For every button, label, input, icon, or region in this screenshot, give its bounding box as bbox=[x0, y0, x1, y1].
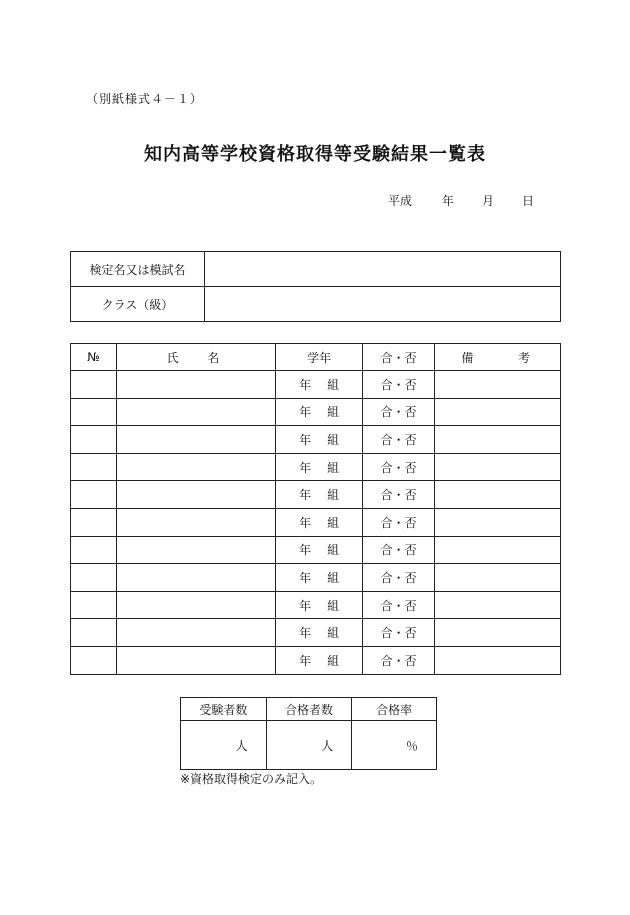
summary-examinees-unit: 人 bbox=[235, 738, 248, 753]
grade-class-label: 組 bbox=[327, 488, 340, 503]
row-remarks-cell[interactable] bbox=[435, 398, 561, 426]
row-result-cell[interactable] bbox=[362, 508, 435, 536]
row-remarks-cell[interactable] bbox=[435, 481, 561, 509]
row-name-cell[interactable] bbox=[116, 398, 276, 426]
table-row bbox=[71, 591, 561, 619]
row-grade-cell[interactable] bbox=[276, 536, 363, 564]
grade-year-label: 年 bbox=[299, 626, 312, 641]
row-result-cell[interactable] bbox=[362, 453, 435, 481]
row-no-cell[interactable] bbox=[71, 398, 117, 426]
grade-year-label: 年 bbox=[299, 488, 312, 503]
date-day: 日 bbox=[522, 194, 535, 208]
row-no-cell[interactable] bbox=[71, 536, 117, 564]
table-row bbox=[71, 426, 561, 454]
row-result-cell[interactable] bbox=[362, 398, 435, 426]
date-line bbox=[388, 192, 534, 209]
row-grade-cell[interactable] bbox=[276, 371, 363, 399]
summary-pass-rate-unit: ％ bbox=[405, 738, 418, 753]
grade-year-label: 年 bbox=[299, 515, 312, 530]
grade-year-label: 年 bbox=[299, 432, 312, 447]
grade-class-label: 組 bbox=[327, 570, 340, 585]
row-name-cell[interactable] bbox=[116, 646, 276, 674]
grade-year-label: 年 bbox=[299, 543, 312, 558]
header-name-part2: 名 bbox=[207, 350, 220, 365]
row-grade-cell[interactable] bbox=[276, 619, 363, 647]
row-remarks-cell[interactable] bbox=[435, 371, 561, 399]
header-grade: 学年 bbox=[276, 344, 363, 371]
row-result-cell[interactable] bbox=[362, 371, 435, 399]
row-remarks-cell[interactable] bbox=[435, 564, 561, 592]
row-name-cell[interactable] bbox=[116, 371, 276, 399]
row-remarks-cell[interactable] bbox=[435, 426, 561, 454]
row-name-cell[interactable] bbox=[116, 508, 276, 536]
footnote: ※資格取得検定のみ記入。 bbox=[180, 772, 323, 786]
summary-header-passers: 合格者数 bbox=[266, 698, 352, 721]
result-label: 合・否 bbox=[380, 626, 417, 641]
row-remarks-cell[interactable] bbox=[435, 591, 561, 619]
grade-year-label: 年 bbox=[299, 377, 312, 392]
table-row bbox=[71, 619, 561, 647]
row-result-cell[interactable] bbox=[362, 481, 435, 509]
exam-info-table bbox=[70, 251, 561, 322]
table-row bbox=[71, 398, 561, 426]
exam-name-label: 検定名又は模試名 bbox=[71, 252, 205, 287]
table-row bbox=[71, 453, 561, 481]
row-no-cell[interactable] bbox=[71, 453, 117, 481]
results-table bbox=[70, 343, 561, 675]
row-result-cell[interactable] bbox=[362, 426, 435, 454]
row-grade-cell[interactable] bbox=[276, 508, 363, 536]
result-label: 合・否 bbox=[380, 488, 417, 503]
row-remarks-cell[interactable] bbox=[435, 508, 561, 536]
result-label: 合・否 bbox=[380, 432, 417, 447]
result-label: 合・否 bbox=[380, 653, 417, 668]
exam-name-field[interactable] bbox=[205, 252, 561, 287]
grade-year-label: 年 bbox=[299, 460, 312, 475]
summary-pass-rate-cell[interactable] bbox=[352, 721, 437, 770]
row-name-cell[interactable] bbox=[116, 591, 276, 619]
result-label: 合・否 bbox=[380, 515, 417, 530]
row-remarks-cell[interactable] bbox=[435, 646, 561, 674]
row-no-cell[interactable] bbox=[71, 481, 117, 509]
row-name-cell[interactable] bbox=[116, 619, 276, 647]
row-no-cell[interactable] bbox=[71, 646, 117, 674]
grade-year-label: 年 bbox=[299, 570, 312, 585]
table-row bbox=[71, 508, 561, 536]
row-result-cell[interactable] bbox=[362, 619, 435, 647]
summary-header-row bbox=[181, 698, 437, 721]
row-no-cell[interactable] bbox=[71, 371, 117, 399]
result-label: 合・否 bbox=[380, 377, 417, 392]
results-header-row bbox=[71, 344, 561, 371]
row-result-cell[interactable] bbox=[362, 591, 435, 619]
results-body bbox=[71, 371, 561, 675]
result-label: 合・否 bbox=[380, 598, 417, 613]
grade-class-label: 組 bbox=[327, 405, 340, 420]
row-grade-cell[interactable] bbox=[276, 591, 363, 619]
result-label: 合・否 bbox=[380, 543, 417, 558]
date-month: 月 bbox=[482, 194, 495, 208]
row-no-cell[interactable] bbox=[71, 591, 117, 619]
summary-value-row bbox=[181, 721, 437, 770]
table-row bbox=[71, 646, 561, 674]
grade-class-label: 組 bbox=[327, 543, 340, 558]
result-label: 合・否 bbox=[380, 405, 417, 420]
summary-header-examinees: 受験者数 bbox=[181, 698, 267, 721]
grade-year-label: 年 bbox=[299, 653, 312, 668]
date-era: 平成 bbox=[388, 194, 413, 208]
row-name-cell[interactable] bbox=[116, 536, 276, 564]
header-no: № bbox=[71, 344, 117, 371]
row-remarks-cell[interactable] bbox=[435, 453, 561, 481]
date-year: 年 bbox=[442, 194, 455, 208]
summary-passers-cell[interactable] bbox=[266, 721, 352, 770]
summary-header-pass-rate: 合格率 bbox=[352, 698, 437, 721]
grade-year-label: 年 bbox=[299, 405, 312, 420]
row-grade-cell[interactable] bbox=[276, 646, 363, 674]
exam-name-row bbox=[71, 252, 561, 287]
row-grade-cell[interactable] bbox=[276, 453, 363, 481]
grade-class-label: 組 bbox=[327, 377, 340, 392]
row-no-cell[interactable] bbox=[71, 426, 117, 454]
row-name-cell[interactable] bbox=[116, 453, 276, 481]
class-row bbox=[71, 287, 561, 322]
class-label: クラス（級） bbox=[71, 287, 205, 322]
header-remarks-part2: 考 bbox=[517, 350, 530, 365]
table-row bbox=[71, 564, 561, 592]
summary-examinees-cell[interactable] bbox=[181, 721, 267, 770]
grade-year-label: 年 bbox=[299, 598, 312, 613]
summary-table bbox=[180, 697, 437, 770]
grade-class-label: 組 bbox=[327, 515, 340, 530]
table-row bbox=[71, 536, 561, 564]
header-remarks-part1: 備 bbox=[461, 350, 474, 365]
row-grade-cell[interactable] bbox=[276, 564, 363, 592]
row-remarks-cell[interactable] bbox=[435, 536, 561, 564]
result-label: 合・否 bbox=[380, 460, 417, 475]
form-number: （別紙様式４－１） bbox=[86, 92, 204, 106]
summary-passers-unit: 人 bbox=[321, 738, 334, 753]
row-no-cell[interactable] bbox=[71, 564, 117, 592]
grade-class-label: 組 bbox=[327, 432, 340, 447]
row-remarks-cell[interactable] bbox=[435, 619, 561, 647]
row-no-cell[interactable] bbox=[71, 508, 117, 536]
grade-class-label: 組 bbox=[327, 626, 340, 641]
grade-class-label: 組 bbox=[327, 653, 340, 668]
header-remarks bbox=[435, 344, 561, 371]
table-row bbox=[71, 481, 561, 509]
row-result-cell[interactable] bbox=[362, 536, 435, 564]
page-title: 知内高等学校資格取得等受験結果一覧表 bbox=[144, 144, 486, 165]
class-field[interactable] bbox=[205, 287, 561, 322]
row-name-cell[interactable] bbox=[116, 481, 276, 509]
grade-class-label: 組 bbox=[327, 598, 340, 613]
result-label: 合・否 bbox=[380, 570, 417, 585]
row-result-cell[interactable] bbox=[362, 646, 435, 674]
row-grade-cell[interactable] bbox=[276, 481, 363, 509]
row-no-cell[interactable] bbox=[71, 619, 117, 647]
row-grade-cell[interactable] bbox=[276, 398, 363, 426]
row-result-cell[interactable] bbox=[362, 564, 435, 592]
header-result: 合・否 bbox=[362, 344, 435, 371]
row-grade-cell[interactable] bbox=[276, 426, 363, 454]
grade-class-label: 組 bbox=[327, 460, 340, 475]
header-name-part1: 氏 bbox=[166, 350, 179, 365]
header-name bbox=[116, 344, 276, 371]
row-name-cell[interactable] bbox=[116, 426, 276, 454]
row-name-cell[interactable] bbox=[116, 564, 276, 592]
table-row bbox=[71, 371, 561, 399]
